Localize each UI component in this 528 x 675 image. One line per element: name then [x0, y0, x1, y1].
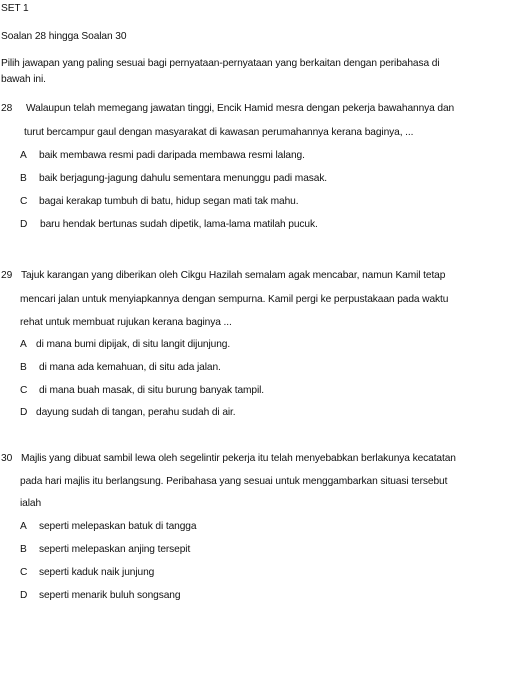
question-text-line: turut bercampur gaul dengan masyarakat di kawasan perumahannya kerana baginya, ... — [24, 127, 414, 138]
question-text-line: pada hari majlis itu berlangsung. Peribahasa yang sesuai untuk menggambarkan situasi tersebut — [20, 476, 448, 487]
question-number: 28 — [1, 103, 13, 114]
option-text-b[interactable]: di mana ada kemahuan, di situ ada jalan. — [39, 362, 221, 373]
option-text-a[interactable]: baik membawa resmi padi daripada membawa resmi lalang. — [39, 150, 305, 161]
option-text-c[interactable]: di mana buah masak, di situ burung banyak tampil. — [39, 385, 265, 396]
option-text-d[interactable]: dayung sudah di tangan, perahu sudah di air. — [36, 407, 236, 418]
question-text-line: ialah — [20, 498, 42, 509]
question-range-label: Soalan 28 hingga Soalan 30 — [1, 31, 127, 42]
option-letter-b: B — [20, 173, 27, 184]
instruction-line-1: Pilih jawapan yang paling sesuai bagi pernyataan-pernyataan yang berkaitan dengan peribahasa di — [1, 58, 440, 69]
option-text-b[interactable]: baik berjagung-jagung dahulu sementara menunggu padi masak. — [39, 173, 328, 184]
option-text-a[interactable]: di mana bumi dipijak, di situ langit dijunjung. — [36, 339, 231, 350]
question-text-line: mencari jalan untuk menyiapkannya dengan sempurna. Kamil pergi ke perpustakaan pada waktu — [20, 294, 449, 305]
option-text-d[interactable]: baru hendak bertunas sudah dipetik, lama-lama matilah pucuk. — [40, 219, 318, 230]
option-letter-d: D — [20, 590, 28, 601]
option-text-d[interactable]: seperti menarik buluh songsang — [39, 590, 181, 601]
question-text-line: rehat untuk membuat rujukan kerana baginya ... — [20, 317, 232, 328]
question-text-line: Majlis yang dibuat sambil lewa oleh segelintir pekerja itu telah menyebabkan berlakunya kecatatan — [21, 453, 456, 464]
question-text-line: Tajuk karangan yang diberikan oleh Cikgu Hazilah semalam agak mencabar, namun Kamil tetap — [21, 270, 446, 281]
option-text-b[interactable]: seperti melepaskan anjing tersepit — [39, 544, 191, 555]
option-letter-a: A — [20, 339, 27, 350]
set-label: SET 1 — [1, 3, 29, 14]
option-text-c[interactable]: seperti kaduk naik junjung — [39, 567, 155, 578]
option-letter-c: C — [20, 567, 28, 578]
instruction-line-2: bawah ini. — [1, 74, 46, 85]
option-letter-d: D — [20, 219, 28, 230]
option-letter-d: D — [20, 407, 28, 418]
option-letter-c: C — [20, 196, 28, 207]
question-text-line: Walaupun telah memegang jawatan tinggi, Encik Hamid mesra dengan pekerja bawahannya dan — [26, 103, 455, 114]
option-letter-c: C — [20, 385, 28, 396]
question-number: 29 — [1, 270, 13, 281]
option-letter-a: A — [20, 150, 27, 161]
option-letter-a: A — [20, 521, 27, 532]
question-number: 30 — [1, 453, 13, 464]
option-letter-b: B — [20, 544, 27, 555]
option-letter-b: B — [20, 362, 27, 373]
option-text-a[interactable]: seperti melepaskan batuk di tangga — [39, 521, 197, 532]
option-text-c[interactable]: bagai kerakap tumbuh di batu, hidup segan mati tak mahu. — [39, 196, 299, 207]
